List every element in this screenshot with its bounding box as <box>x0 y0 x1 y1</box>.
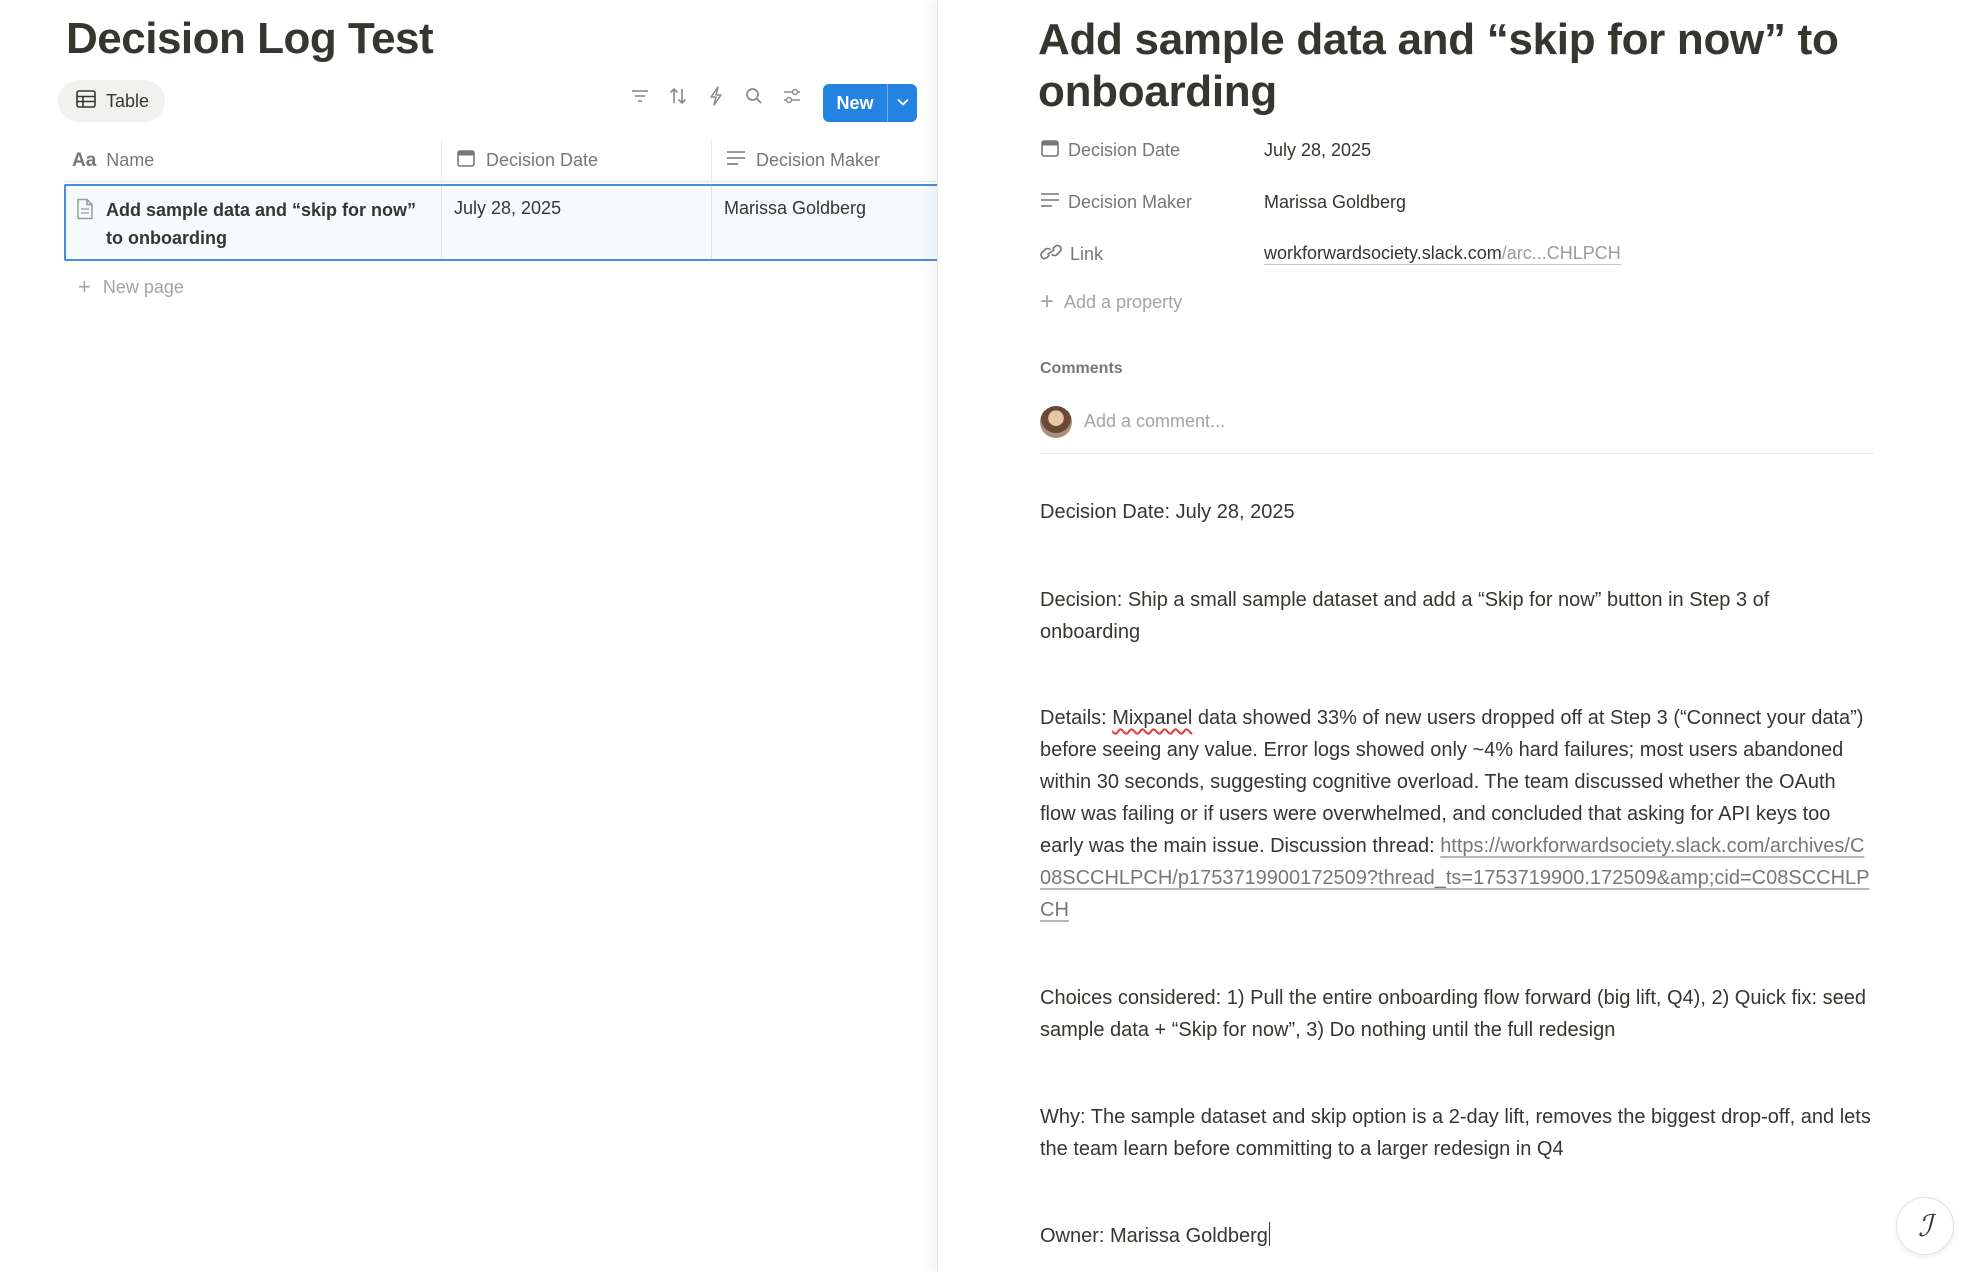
column-header-decision-date[interactable] <box>441 140 711 181</box>
property-decision-maker[interactable] <box>1040 184 1406 220</box>
property-link[interactable] <box>1040 236 1621 272</box>
avatar <box>1040 406 1072 438</box>
body-decision-date[interactable]: Decision Date: July 28, 2025 <box>1040 501 1295 523</box>
property-name[interactable] <box>1040 243 1264 266</box>
automation-icon[interactable] <box>704 84 728 108</box>
body-owner[interactable] <box>1040 1220 1874 1252</box>
ai-assistant-icon: ℐ <box>1917 1208 1933 1244</box>
new-page-label: New page <box>102 276 184 297</box>
add-property-button[interactable] <box>1040 288 1182 316</box>
details-prefix: Details: <box>1040 707 1113 729</box>
property-value[interactable]: July 28, 2025 <box>1264 139 1372 160</box>
plus-icon: + <box>1040 288 1055 315</box>
property-value-link[interactable] <box>1264 243 1621 265</box>
property-label: Decision Maker <box>1068 191 1193 212</box>
comment-input[interactable]: Add a comment... <box>1084 411 1226 431</box>
column-header-name[interactable] <box>64 140 441 181</box>
details-text: data showed 33% of new users dropped off at Step 3 (“Connect your data”) before seeing any value. Error logs showed only ~4% hard failures; most users abandoned within 30 seconds, suggesting cognitive overload. The team discussed whether the OAuth flow was failing or if users were overwhelmed, and concluded that asking for API keys too early was the main issue. Discussion thread: <box>1040 707 1864 857</box>
table-icon <box>76 90 96 113</box>
body-details[interactable] <box>1040 702 1874 926</box>
text-cursor <box>1269 1222 1270 1246</box>
text-lines-icon <box>1040 192 1060 213</box>
database-toolbar <box>628 84 804 108</box>
property-label: Link <box>1070 243 1104 264</box>
ai-assistant-button[interactable] <box>1896 1197 1954 1255</box>
database-pane <box>0 0 937 1272</box>
property-name[interactable] <box>1040 138 1264 163</box>
body-choices[interactable]: Choices considered: 1) Pull the entire onboarding flow forward (big lift, Q4), 2) Quick fix: seed sample data + “Skip for now”, 3) Do nothing until the full redesign <box>1040 987 1866 1041</box>
property-name[interactable] <box>1040 192 1264 213</box>
cell-decision-maker[interactable]: Marissa Goldberg <box>711 186 937 259</box>
comments-heading: Comments <box>1040 360 1123 377</box>
body-why[interactable]: Why: The sample dataset and skip option is a 2-day lift, removes the biggest drop-off, and lets the team learn before committing to a larger redesign in Q4 <box>1040 1106 1871 1160</box>
calendar-icon <box>1040 138 1060 163</box>
row-title[interactable]: Add sample data and “skip for now” to onboarding <box>106 200 417 248</box>
table-header <box>64 140 937 182</box>
link-host: workforwardsociety.slack.com <box>1264 243 1502 263</box>
chevron-down-icon <box>896 94 910 112</box>
new-button-label[interactable]: New <box>836 92 874 113</box>
plus-icon: + <box>78 274 91 299</box>
calendar-icon <box>456 148 476 173</box>
new-page-button[interactable] <box>78 274 184 300</box>
column-header-decision-maker[interactable] <box>711 140 937 181</box>
view-tab-label: Table <box>106 90 150 111</box>
view-tab-table[interactable] <box>58 80 165 122</box>
add-property-label: Add a property <box>1064 291 1183 312</box>
column-label: Decision Date <box>486 150 599 170</box>
discussion-thread-link[interactable]: https://workforwardsociety.slack.com/archives/C08SCCHLPCH/p1753719900172509?thread_ts=1753719900.172509&amp;cid=C08SCCHLPCH <box>1040 835 1870 921</box>
page-icon <box>76 196 94 259</box>
text-type-icon: Aa <box>72 149 97 171</box>
new-button-dropdown[interactable] <box>887 84 917 122</box>
new-button[interactable] <box>823 84 917 122</box>
page-peek-pane <box>937 0 1968 1272</box>
page-title[interactable]: Add sample data and “skip for now” to onboarding <box>1038 15 1839 116</box>
filter-icon[interactable] <box>628 84 652 108</box>
property-decision-date[interactable] <box>1040 132 1371 168</box>
body-decision[interactable]: Decision: Ship a small sample dataset and add a “Skip for now” button in Step 3 of onboarding <box>1040 589 1770 643</box>
text-lines-icon <box>726 150 746 171</box>
database-title[interactable]: Decision Log Test <box>66 14 434 63</box>
column-label: Decision Maker <box>756 150 881 170</box>
owner-text: Owner: Marissa Goldberg <box>1040 1225 1268 1247</box>
cell-decision-date[interactable]: July 28, 2025 <box>441 186 711 259</box>
comment-composer[interactable] <box>1040 398 1874 454</box>
cell-name[interactable] <box>66 186 441 259</box>
table-row[interactable] <box>64 184 937 261</box>
sort-icon[interactable] <box>666 84 690 108</box>
link-icon <box>1040 243 1062 266</box>
property-label: Decision Date <box>1068 139 1181 160</box>
search-icon[interactable] <box>742 84 766 108</box>
column-label: Name <box>106 150 155 170</box>
spelling-flagged-word[interactable]: Mixpanel <box>1112 707 1193 729</box>
settings-icon[interactable] <box>780 84 804 108</box>
property-value[interactable]: Marissa Goldberg <box>1264 191 1407 212</box>
link-path: /arc...CHLPCH <box>1501 243 1621 263</box>
